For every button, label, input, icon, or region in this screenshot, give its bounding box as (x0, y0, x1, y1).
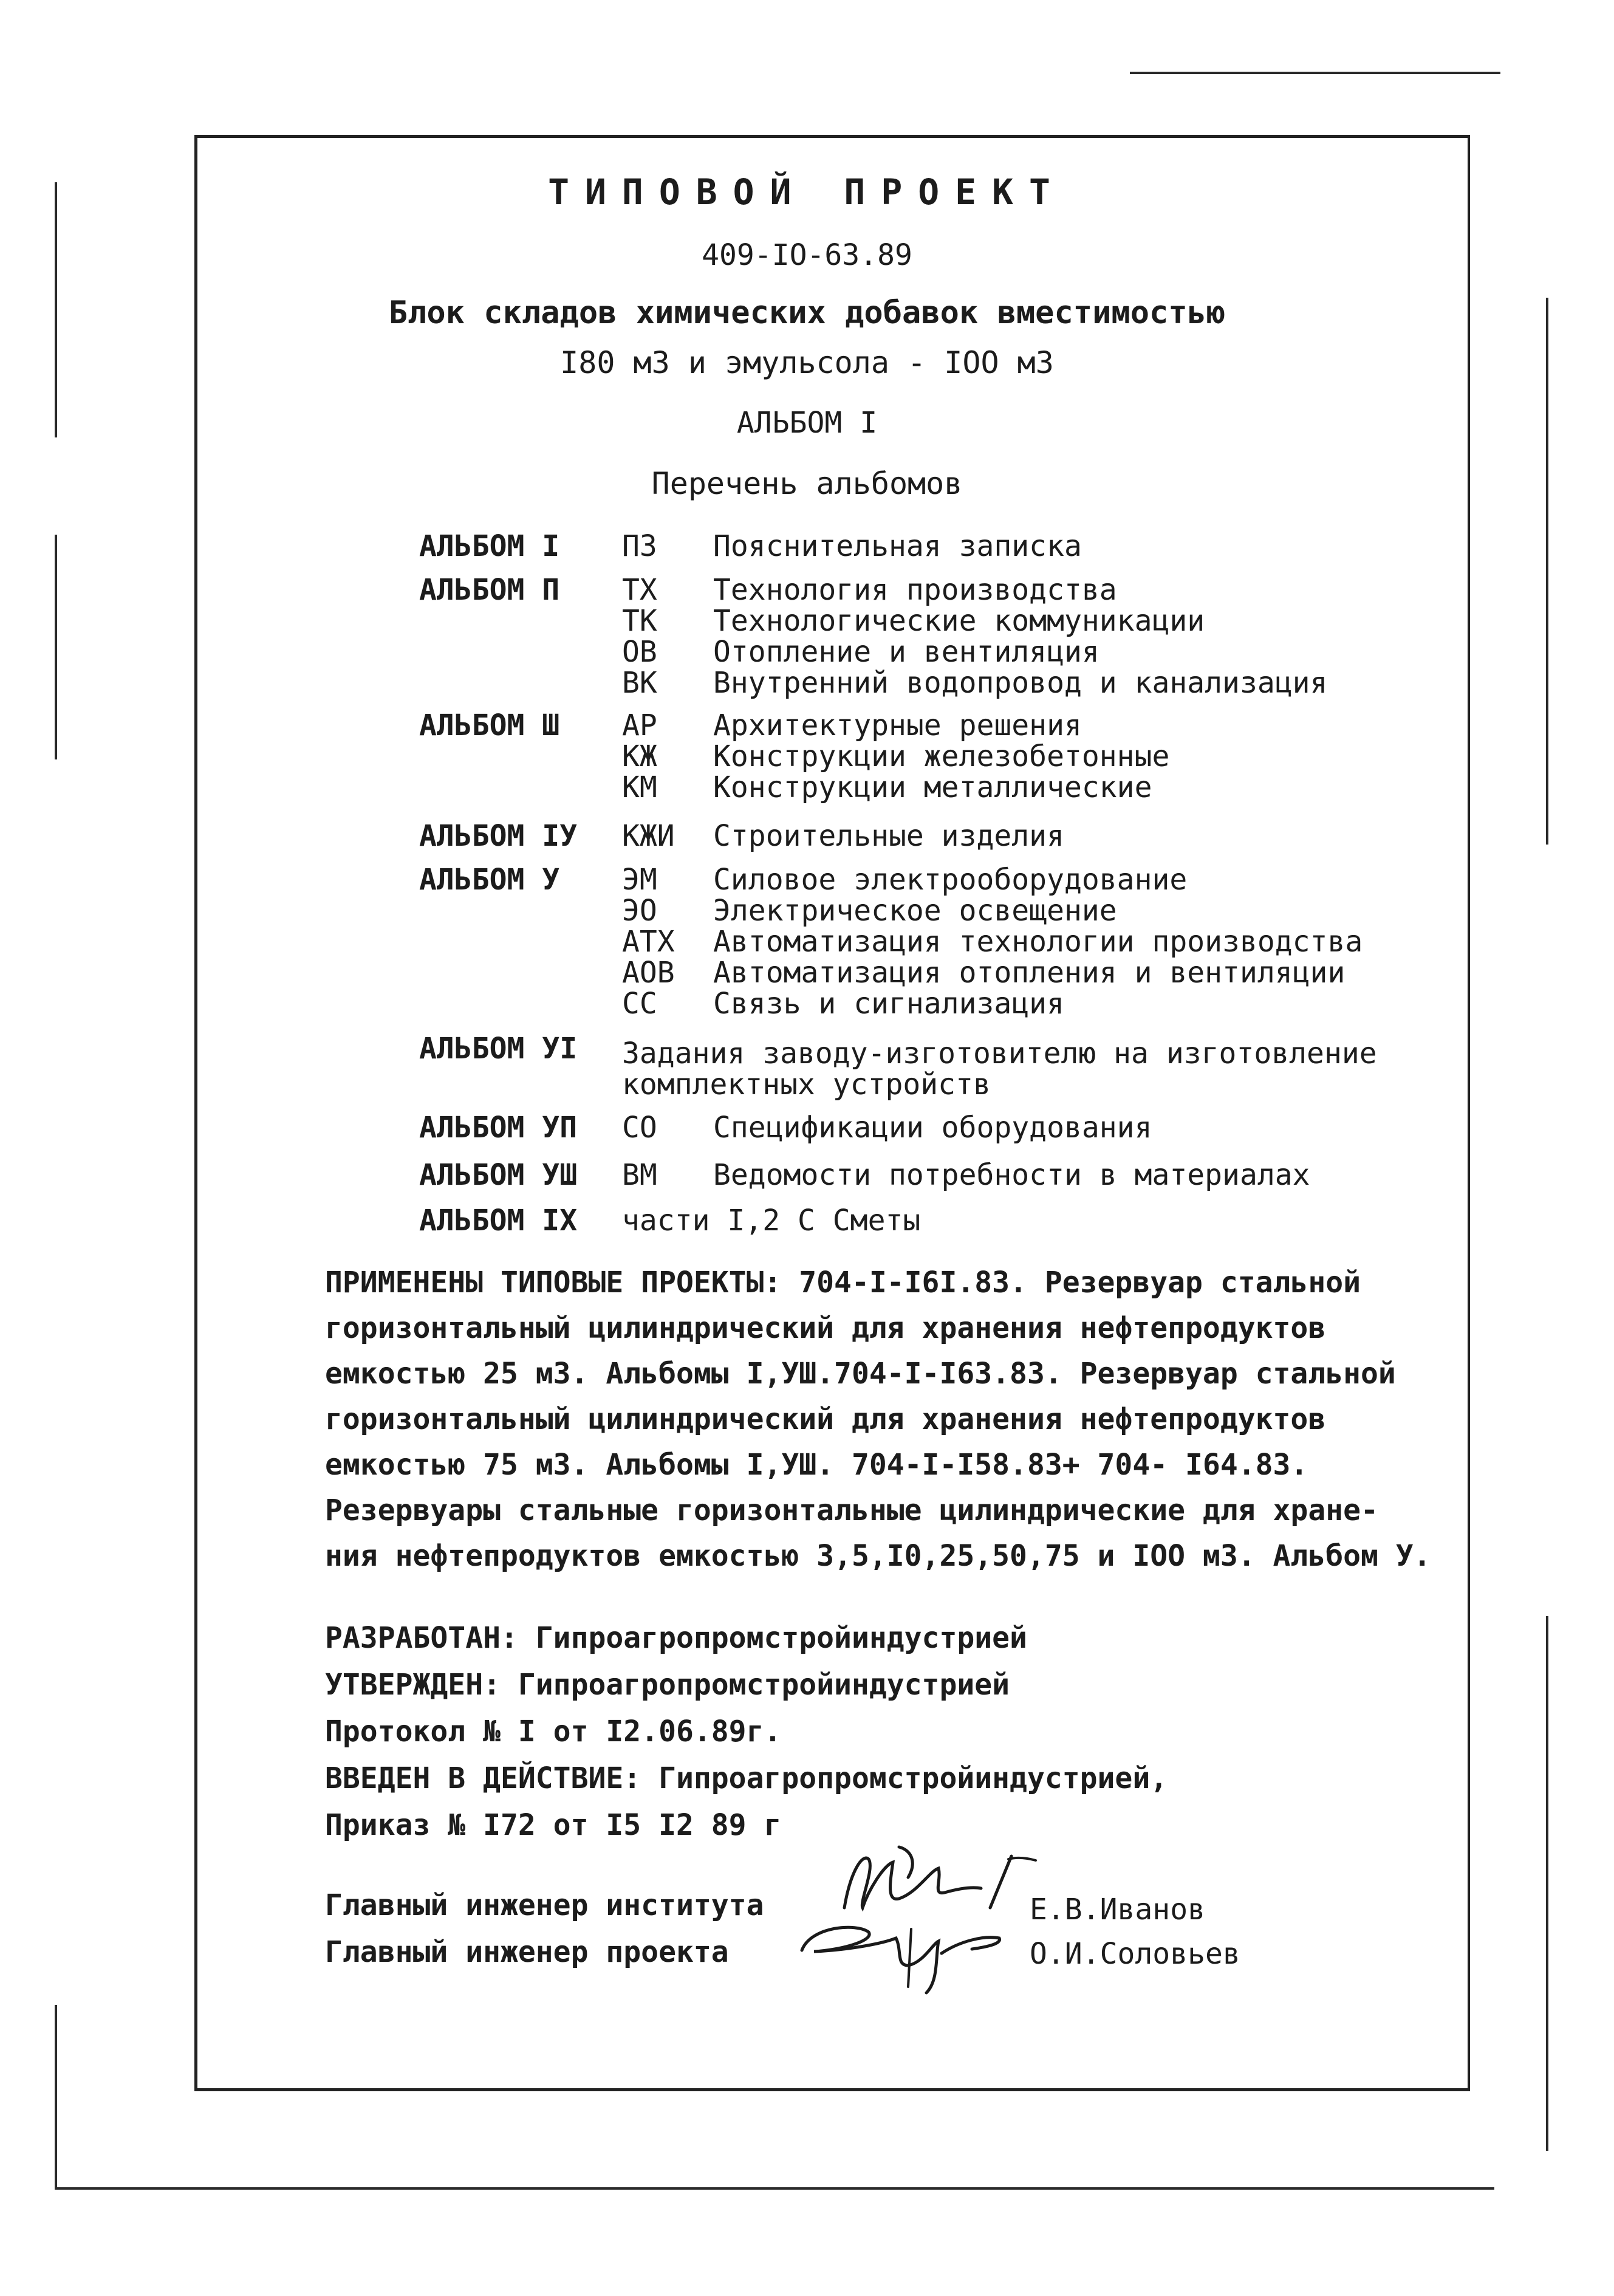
album-description: Конструкции железобетонные (713, 739, 1170, 773)
album-name: АЛЬБОМ УI (419, 1032, 578, 1066)
album-code: СС (622, 987, 657, 1021)
album-name: АЛЬБОМ П (419, 573, 560, 607)
album-code: КЖ (622, 739, 657, 773)
album-description: Силовое электрооборудование (713, 863, 1188, 897)
scan-edge-left-3 (55, 2005, 57, 2187)
album-name: АЛЬБОМ Ш (419, 708, 560, 742)
album-code: КЖИ (622, 819, 675, 853)
paragraph-line: ния нефтепродуктов емкостью 3,5,I0,25,50,75 и IOO м3. Альбом У. (325, 1539, 1431, 1573)
album-description: Спецификации оборудования (713, 1111, 1152, 1145)
signature-role: Главный инженер института (325, 1888, 764, 1922)
document-title: ТИПОВОЙ ПРОЕКТ (548, 171, 1066, 213)
album-code: ВК (622, 666, 657, 700)
album-description: Внутренний водопровод и канализация (713, 666, 1328, 700)
approval-line: ВВЕДЕН В ДЕЙСТВИЕ: Гипроагропромстройиндустрией, (325, 1761, 1168, 1795)
album-name: АЛЬБОМ IX (419, 1204, 578, 1238)
signature-name: Е.В.Иванов (1030, 1893, 1205, 1927)
album-name: АЛЬБОМ У (419, 863, 560, 897)
album-name: АЛЬБОМ I (419, 529, 560, 563)
album-description: Задания заводу-изготовителю на изготовление (622, 1037, 1377, 1071)
album-code: ПЗ (622, 529, 657, 563)
album-code: АТХ (622, 925, 675, 959)
album-name: АЛЬБОМ УШ (419, 1158, 578, 1192)
handwritten-signature-2 (790, 1908, 1021, 2005)
paragraph-line: ПРИМЕНЕНЫ ТИПОВЫЕ ПРОЕКТЫ: 704-I-I6I.83. Резервуар стальной (325, 1266, 1361, 1300)
album-description: Конструкции металлические (713, 770, 1152, 804)
album-list-title: Перечень альбомов (651, 466, 963, 501)
album-code: ТК (622, 604, 657, 638)
album-description: комплектных устройств (622, 1067, 991, 1102)
album-code: ОВ (622, 635, 657, 669)
signature-role: Главный инженер проекта (325, 1935, 729, 1969)
paragraph-line: емкостью 25 м3. Альбомы I,УШ.704-I-I63.83. Резервуар стальной (325, 1357, 1396, 1391)
album-code: ЭМ (622, 863, 657, 897)
album-label: АЛЬБОМ I (736, 406, 878, 440)
album-description: Автоматизация технологии производства (713, 925, 1363, 959)
paragraph-line: емкостью 75 м3. Альбомы I,УШ. 704-I-I58.83+ 704- I64.83. (325, 1448, 1308, 1482)
project-number: 409-IO-63.89 (702, 238, 912, 272)
scan-edge-left-2 (55, 535, 57, 759)
album-description: Строительные изделия (713, 819, 1064, 853)
album-code: АР (622, 708, 657, 742)
album-description: Архитектурные решения (713, 708, 1082, 742)
approval-line: Приказ № I72 от I5 I2 89 г (325, 1808, 782, 1842)
approval-line: Протокол № I от I2.06.89г. (325, 1715, 782, 1749)
album-code: АОВ (622, 956, 675, 990)
scan-edge-right-2 (1546, 1616, 1548, 2151)
album-description: Технология производства (713, 573, 1117, 607)
album-code: ЭО (622, 894, 657, 928)
album-description: Пояснительная записка (713, 529, 1082, 563)
album-code: СО (622, 1111, 657, 1145)
album-code: КМ (622, 770, 657, 804)
project-name-line2: I80 м3 и эмульсола - IOO м3 (560, 345, 1054, 380)
album-description: Электрическое освещение (713, 894, 1117, 928)
paragraph-line: горизонтальный цилиндрический для хранения нефтепродуктов (325, 1402, 1326, 1436)
scan-edge-bottom (55, 2187, 1494, 2190)
album-code: ВМ (622, 1158, 657, 1192)
paragraph-line: Резервуары стальные горизонтальные цилиндрические для хране- (325, 1493, 1378, 1527)
album-name: АЛЬБОМ IУ (419, 819, 578, 853)
signature-name: О.И.Соловьев (1030, 1937, 1240, 1971)
project-name-line1: Блок складов химических добавок вместимостью (388, 295, 1226, 331)
approval-line: РАЗРАБОТАН: Гипроагропромстройиндустрией (325, 1621, 1027, 1655)
approval-line: УТВЕРЖДЕН: Гипроагропромстройиндустрией (325, 1668, 1010, 1702)
album-description: Отопление и вентиляция (713, 635, 1099, 669)
album-description: Связь и сигнализация (713, 987, 1064, 1021)
album-code: ТХ (622, 573, 657, 607)
album-name: АЛЬБОМ УП (419, 1111, 578, 1145)
album-description: Ведомости потребности в материалах (713, 1158, 1310, 1192)
album-description: Автоматизация отопления и вентиляции (713, 956, 1346, 990)
scan-edge-top-right (1130, 72, 1500, 74)
paragraph-line: горизонтальный цилиндрический для хранения нефтепродуктов (325, 1311, 1326, 1345)
album-description: части I,2 С Сметы (622, 1204, 921, 1238)
album-description: Технологические коммуникации (713, 604, 1205, 638)
